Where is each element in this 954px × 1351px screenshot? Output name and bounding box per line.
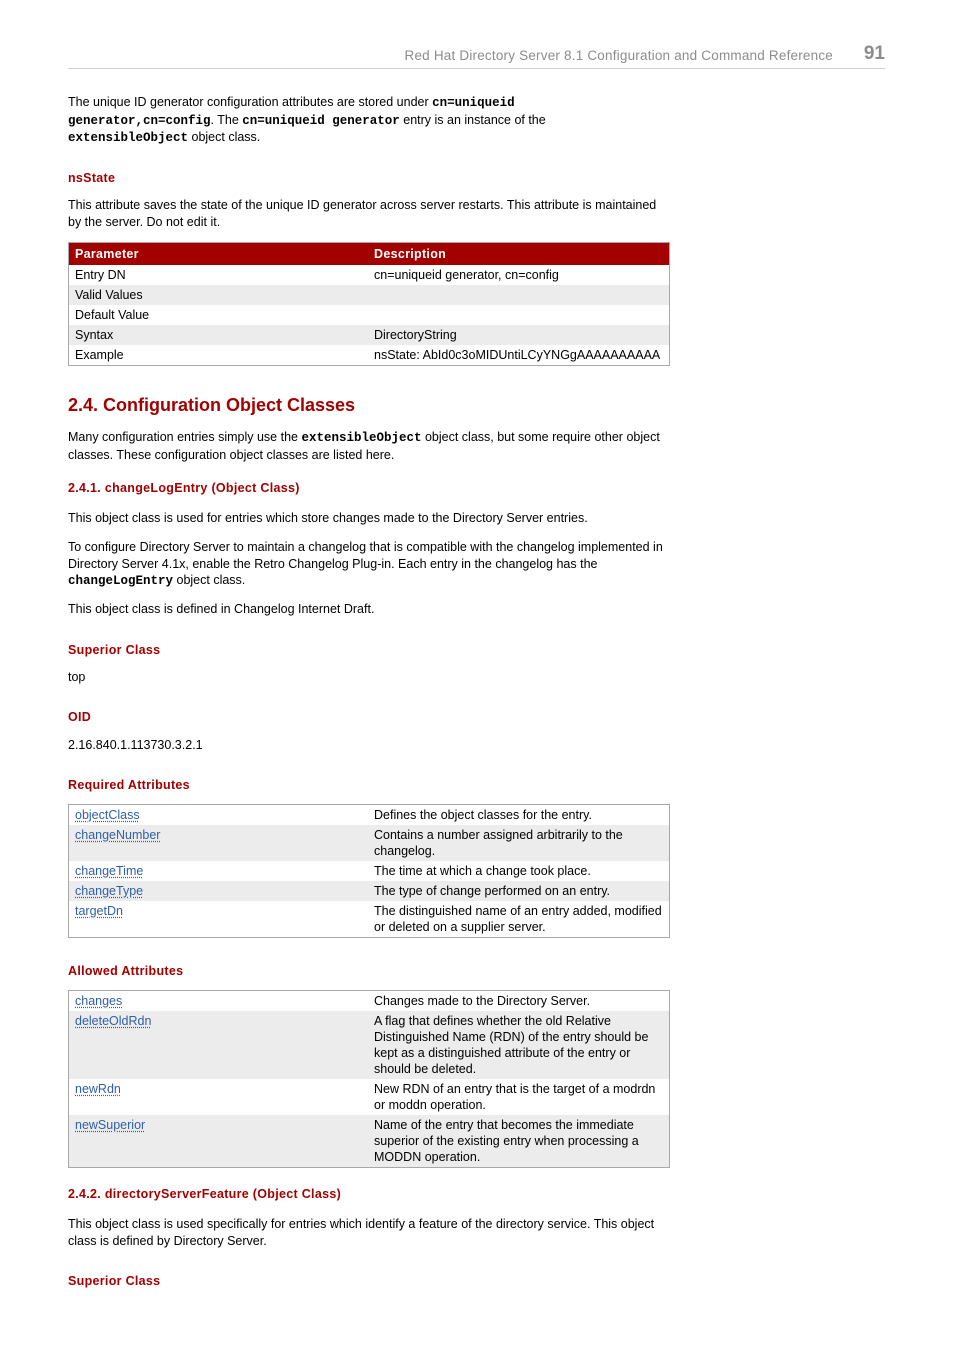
attribute-description: Contains a number assigned arbitrarily to the changelog. [368,825,669,861]
allowed-attributes-table [68,990,670,1168]
table-row [69,285,669,305]
oid-value: 2.16.840.1.113730.3.2.1 [68,738,203,752]
page-number: 91 [863,43,885,64]
intro-paragraph [68,94,668,147]
attribute-link-newrdn[interactable]: newRdn [75,1082,121,1096]
param-cell: Valid Values [69,285,368,305]
intro-text: entry is an instance of the [399,112,546,127]
table-row [69,1115,669,1167]
param-cell: Default Value [75,308,150,322]
attribute-link-changetype[interactable]: changeType [75,884,144,898]
table-row [69,325,669,345]
paragraph-text: This object class is used for entries which store changes made to the Directory Server entries. [68,511,588,525]
section-intro-text: object class, but some require other object classes. These configuration object classes are listed here. [68,430,660,462]
table-row [69,1079,669,1115]
intro-text: The unique ID generator configuration attributes are stored under [68,95,433,109]
param-cell: Example [75,348,124,362]
section-intro-code: extensibleObject [301,431,422,445]
attribute-link-changes[interactable]: changes [75,994,123,1008]
attribute-description: New RDN of an entry that is the target of a modrdn or moddn operation. [374,1082,656,1112]
table-row [69,265,669,285]
desc-cell [368,285,669,305]
attribute-description: A flag that defines whether the old Relative Distinguished Name (RDN) of the entry should be kept as a distinguished attribute of the entry or should be deleted. [368,1011,669,1079]
attribute-description: Changes made to the Directory Server. [374,994,591,1008]
subsection-title-changelogentry: 2.4.1. changeLogEntry (Object Class) [68,481,300,495]
attribute-link-changetime[interactable]: changeTime [75,864,144,878]
changelogentry-paragraph-2 [68,539,668,590]
paragraph-text: This object class is defined in Changelog Internet Draft. [68,602,375,616]
attribute-description: The time at which a change took place. [374,864,591,878]
intro-text: object class. [188,130,261,144]
attribute-link-newsuperior[interactable]: newSuperior [75,1118,146,1132]
table-row [69,825,669,861]
intro-text: . The [210,112,243,127]
nsstate-description-text: This attribute saves the state of the unique ID generator across server restarts. This attribute is maintained by the server. Do not edit it. [68,198,657,229]
attribute-link-targetdn[interactable]: targetDn [75,904,123,918]
section-intro-text: Many configuration entries simply use the [68,430,302,444]
attribute-description: The distinguished name of an entry added, modified or deleted on a supplier server. [374,904,662,934]
required-attributes-heading: Required Attributes [68,778,190,792]
attribute-link-deleteoldrdn[interactable]: deleteOldRdn [75,1014,152,1028]
attribute-link-objectclass[interactable]: objectClass [75,808,140,822]
intro-code-entry: cn=uniqueid generator [242,113,400,128]
column-header-description: Description [368,243,669,265]
attribute-link-changenumber[interactable]: changeNumber [75,828,161,842]
superior-class-heading: Superior Class [68,1274,161,1288]
changelogentry-paragraph-1 [68,510,668,527]
desc-cell [368,305,669,325]
changelogentry-code: changeLogEntry [68,574,174,588]
param-cell: Syntax [69,325,368,345]
table-row [69,1011,669,1079]
superior-class-heading: Superior Class [68,643,161,657]
table-row [69,881,669,901]
oid-heading: OID [68,710,92,724]
superior-class-value: top [68,670,86,684]
attribute-description: The type of change performed on an entry. [368,881,669,901]
directoryserverfeature-paragraph [68,1216,668,1249]
nsstate-heading: nsState [68,171,116,185]
desc-cell: DirectoryString [368,325,669,345]
required-attributes-table [68,804,670,938]
desc-cell: nsState: AbId0c3oMIDUntiLCyYNGgAAAAAAAAAA [374,348,661,362]
paragraph-text: object class. [173,573,246,587]
nsstate-table [68,242,670,366]
table-row [69,991,669,1011]
section-intro [68,429,668,463]
header-title: Red Hat Directory Server 8.1 Configuration and Command Reference [404,48,833,63]
attribute-description: Name of the entry that becomes the immediate superior of the existing entry when processing a MODDN operation. [368,1115,669,1167]
table-row [69,805,669,825]
table-row [69,345,669,365]
table-row [69,901,669,937]
subsection-title-directoryserverfeature: 2.4.2. directoryServerFeature (Object Class) [68,1187,342,1201]
desc-cell: cn=uniqueid generator, cn=config [374,268,559,282]
attribute-description: Defines the object classes for the entry. [374,808,592,822]
column-header-parameter: Parameter [69,243,368,265]
allowed-attributes-heading: Allowed Attributes [68,964,184,978]
nsstate-description [68,197,668,230]
table-row [69,305,669,325]
intro-code-dn: cn=uniqueid generator,cn=config [68,96,515,128]
intro-code-class: extensibleObject [68,131,189,145]
paragraph-text: This object class is used specifically for entries which identify a feature of the directory service. This object class is defined by Directory Server. [68,1217,655,1248]
changelogentry-paragraph-3 [68,601,668,618]
running-header [68,42,885,69]
section-title: 2.4. Configuration Object Classes [68,395,356,415]
table-row [69,861,669,881]
paragraph-text: To configure Directory Server to maintain a changelog that is compatible with the changelog implemented in Directory Server 4.1x, enable the Retro Changelog Plug-in. Each entry in the changelog has the [68,540,663,571]
param-cell: Entry DN [75,268,126,282]
